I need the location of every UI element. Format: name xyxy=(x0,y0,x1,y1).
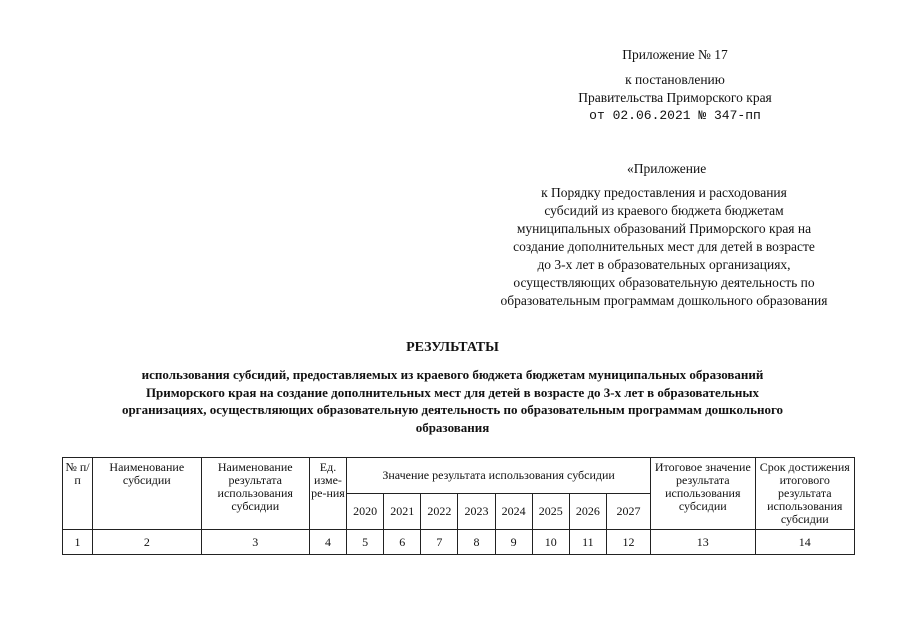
number-cell: 11 xyxy=(569,530,606,555)
header-result-name: Наименование результата использования субсидии xyxy=(201,458,309,530)
subtitle-line: образования xyxy=(415,419,490,435)
appendix-number: Приложение № 17 xyxy=(622,47,728,62)
year-cell: 2026 xyxy=(569,494,606,530)
year-cell: 2025 xyxy=(532,494,569,530)
number-cell: 10 xyxy=(532,530,569,555)
sub-appendix-line: создание дополнительных мест для детей в возрасте xyxy=(513,239,815,254)
header-unit: Ед. изме-ре-ния xyxy=(309,458,346,530)
appendix-authority: Правительства Приморского края xyxy=(578,90,772,105)
number-cell: 6 xyxy=(384,530,421,555)
number-cell: 13 xyxy=(651,530,755,555)
appendix-ref: к постановлению xyxy=(625,72,725,87)
number-cell: 1 xyxy=(63,530,93,555)
header-subsidy-name: Наименование субсидии xyxy=(93,458,201,530)
number-cell: 8 xyxy=(458,530,495,555)
year-cell: 2023 xyxy=(458,494,495,530)
header-value: Значение результата использования субсидии xyxy=(347,458,651,494)
subtitle-line: Приморского края на создание дополнительных мест для детей в возрасте до 3-х лет в образовательных xyxy=(145,384,760,400)
number-cell: 14 xyxy=(755,530,855,555)
sub-appendix-line: осуществляющих образовательную деятельность по xyxy=(513,275,815,290)
number-cell: 9 xyxy=(495,530,532,555)
sub-appendix-line: муниципальных образований Приморского края на xyxy=(516,221,812,236)
number-cell: 12 xyxy=(606,530,650,555)
document-subtitle xyxy=(40,366,865,436)
year-cell: 2020 xyxy=(347,494,384,530)
header-final-value: Итоговое значение результата использования субсидии xyxy=(651,458,755,530)
header-no: № п/п xyxy=(63,458,93,530)
subtitle-line: использования субсидий, предоставляемых из краевого бюджета бюджетам муниципальных образований xyxy=(141,367,764,382)
year-cell: 2024 xyxy=(495,494,532,530)
document-title: РЕЗУЛЬТАТЫ xyxy=(406,340,499,355)
number-cell: 5 xyxy=(347,530,384,555)
sub-appendix-body xyxy=(470,184,858,310)
appendix-date: от 02.06.2021 № 347-пп xyxy=(589,108,761,123)
sub-appendix-line: до 3-х лет в образовательных организациях, xyxy=(537,257,791,272)
year-cell: 2022 xyxy=(421,494,458,530)
header-deadline: Срок достижения итогового результата использования субсидии xyxy=(755,458,855,530)
sub-appendix-title: «Приложение xyxy=(627,161,707,176)
sub-appendix-line: к Порядку предоставления и расходования xyxy=(541,185,787,200)
subtitle-line: организациях, осуществляющих образовательную деятельность по образовательным программам дошкольного xyxy=(121,402,784,417)
number-cell: 7 xyxy=(421,530,458,555)
sub-appendix-line: субсидий из краевого бюджета бюджетам xyxy=(544,203,784,218)
sub-appendix-line: образовательным программам дошкольного образования xyxy=(500,293,828,308)
number-cell: 4 xyxy=(309,530,346,555)
number-cell: 2 xyxy=(93,530,201,555)
results-table xyxy=(62,457,855,555)
table-header-row xyxy=(63,458,855,494)
year-cell: 2027 xyxy=(606,494,650,530)
number-cell: 3 xyxy=(201,530,309,555)
year-cell: 2021 xyxy=(384,494,421,530)
table-row xyxy=(63,530,855,555)
